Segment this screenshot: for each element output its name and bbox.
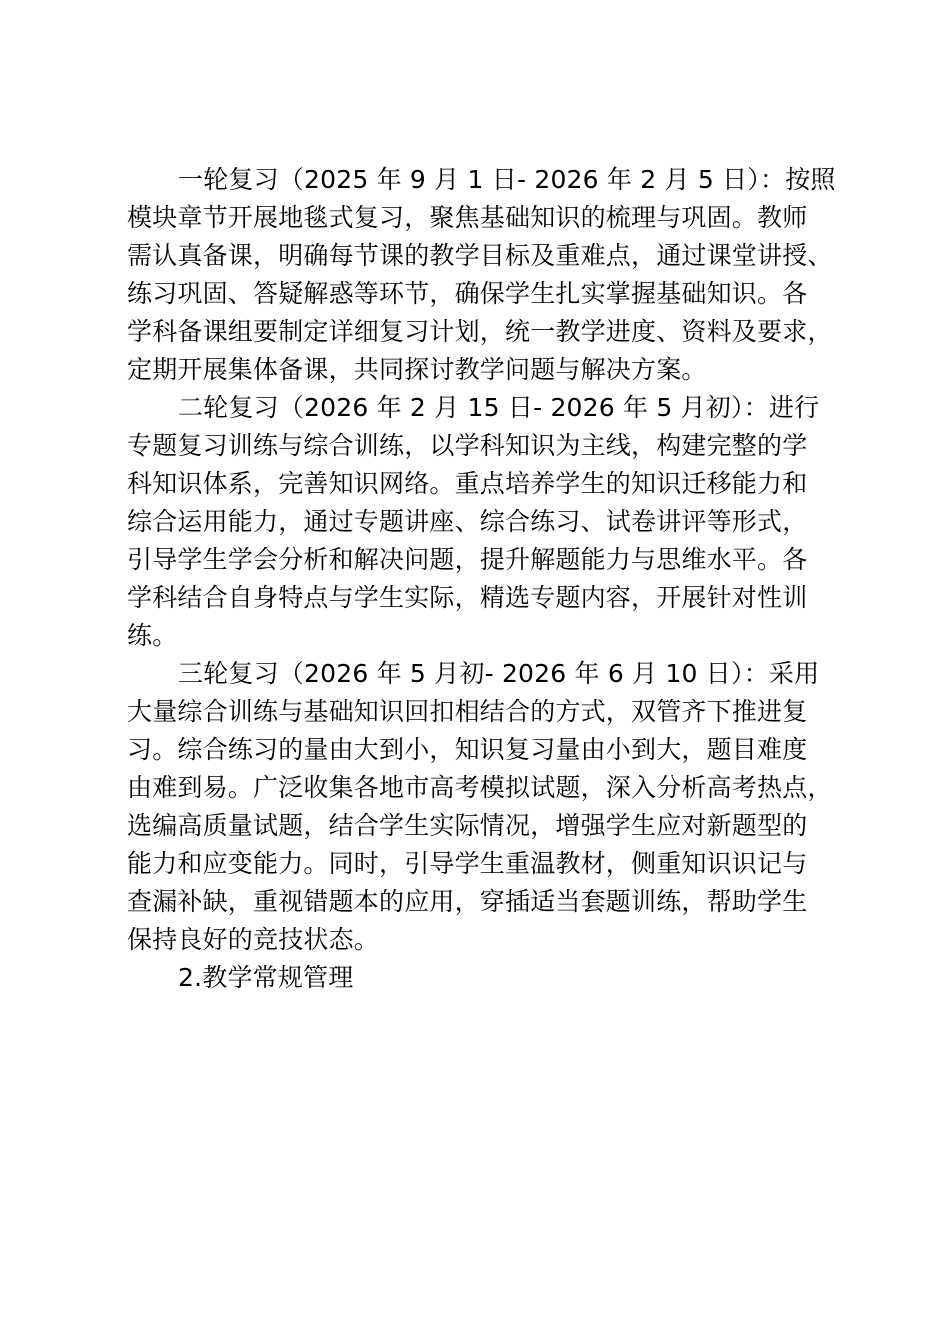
- text-line: 一轮复习（2025 年 9 月 1 日- 2026 年 2 月 5 日）：按照: [178, 165, 836, 194]
- paragraph-round-two: [127, 389, 862, 655]
- text-line: 模块章节开展地毯式复习，聚焦基础知识的梳理与巩固。教师: [127, 203, 808, 232]
- section-heading: 2.教学常规管理: [178, 963, 354, 992]
- text-line: 大量综合训练与基础知识回扣相结合的方式，双管齐下推进复: [127, 697, 808, 726]
- text-line: 引导学生学会分析和解决问题，提升解题能力与思维水平。各: [127, 545, 808, 574]
- text-line: 综合运用能力，通过专题讲座、综合练习、试卷讲评等形式，: [127, 507, 808, 536]
- text-line: 科知识体系，完善知识网络。重点培养学生的知识迁移能力和: [127, 469, 808, 498]
- text-line: 习。综合练习的量由大到小，知识复习量由小到大，题目难度: [127, 735, 808, 764]
- text-line: 选编高质量试题，结合学生实际情况，增强学生应对新题型的: [127, 811, 808, 840]
- text-line: 练。: [127, 621, 178, 650]
- document-page: [127, 161, 862, 997]
- text-line: 三轮复习（2026 年 5 月初- 2026 年 6 月 10 日）：采用: [178, 659, 820, 688]
- paragraph-round-three: [127, 655, 862, 959]
- text-line: 练习巩固、答疑解惑等环节，确保学生扎实掌握基础知识。各: [127, 279, 808, 308]
- text-line: 专题复习训练与综合训练，以学科知识为主线，构建完整的学: [127, 431, 808, 460]
- text-line: 保持良好的竞技状态。: [127, 925, 380, 954]
- text-line: 需认真备课，明确每节课的教学目标及重难点，通过课堂讲授、: [127, 241, 833, 270]
- text-line: 学科结合自身特点与学生实际，精选专题内容，开展针对性训: [127, 583, 808, 612]
- text-line: 能力和应变能力。同时，引导学生重温教材，侧重知识识记与: [127, 849, 808, 878]
- text-line: 学科备课组要制定详细复习计划，统一教学进度、资料及要求，: [127, 317, 833, 346]
- text-line: 二轮复习（2026 年 2 月 15 日- 2026 年 5 月初）：进行: [178, 393, 820, 422]
- text-line: 定期开展集体备课，共同探讨教学问题与解决方案。: [127, 355, 707, 384]
- text-line: 查漏补缺，重视错题本的应用，穿插适当套题训练，帮助学生: [127, 887, 808, 916]
- paragraph-round-one: [127, 161, 862, 389]
- text-line: 由难到易。广泛收集各地市高考模拟试题，深入分析高考热点，: [127, 773, 833, 802]
